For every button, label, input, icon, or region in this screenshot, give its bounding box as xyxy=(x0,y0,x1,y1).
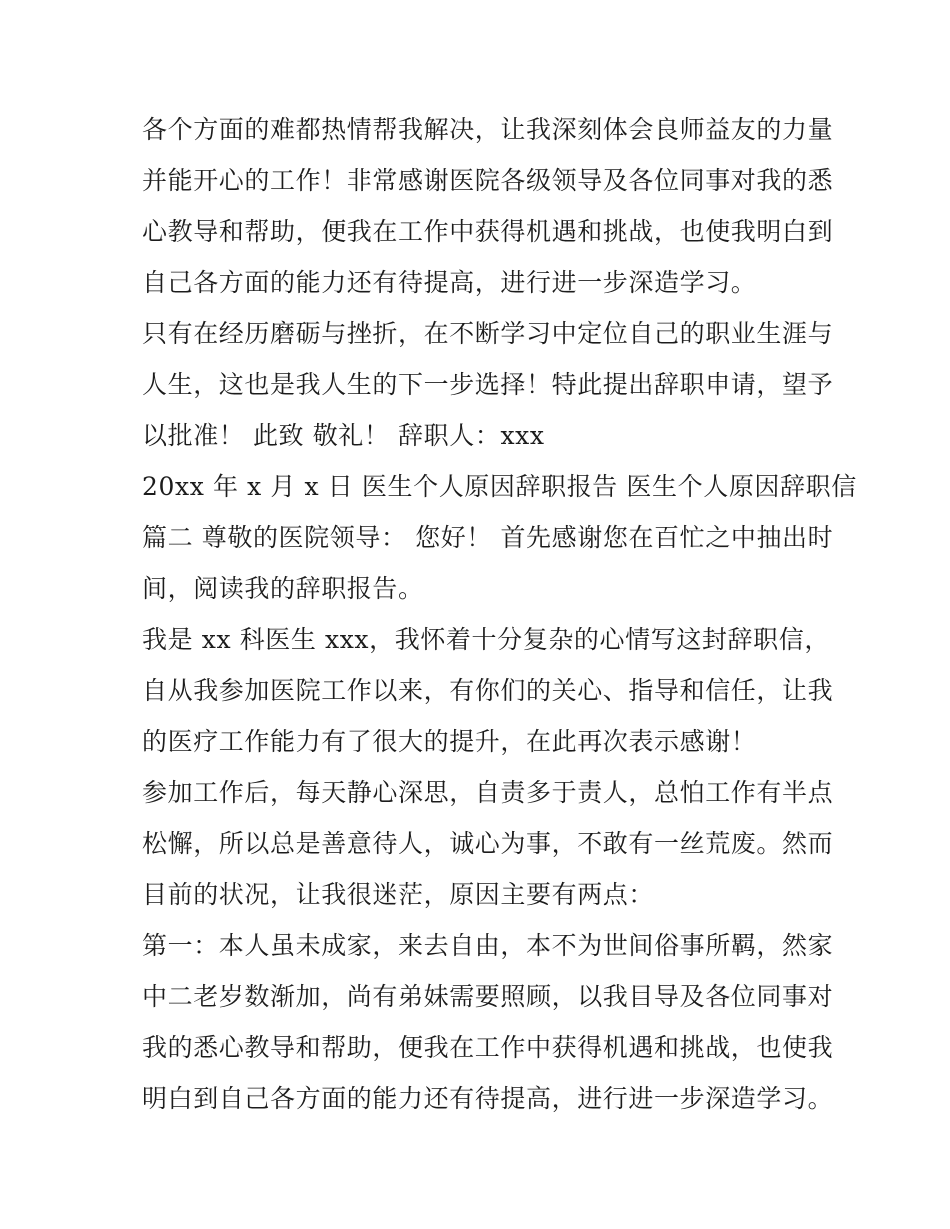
text-line: 自己各方面的能力还有待提高，进行进一步深造学习。 xyxy=(142,268,757,297)
text-line: 各个方面的难都热情帮我解决，让我深刻体会良师益友的力量 xyxy=(142,115,834,144)
text-line: 的医疗工作能力有了很大的提升，在此再次表示感谢！ xyxy=(142,727,757,756)
text-line: 只有在经历磨砺与挫折，在不断学习中定位自己的职业生涯与 xyxy=(142,319,834,348)
text-line: 人生，这也是我人生的下一步选择！特此提出辞职申请，望予 xyxy=(142,370,834,399)
text-line: 我是 xx 科医生 xxx，我怀着十分复杂的心情写这封辞职信， xyxy=(142,625,830,654)
text-line: 松懈，所以总是善意待人，诚心为事，不敢有一丝荒废。然而 xyxy=(142,829,834,858)
text-line: 中二老岁数渐加，尚有弟妹需要照顾，以我目导及各位同事对 xyxy=(142,982,834,1011)
text-line: 第一：本人虽未成家，来去自由，本不为世间俗事所羁，然家 xyxy=(142,931,834,960)
text-line: 我的悉心教导和帮助，便我在工作中获得机遇和挑战，也使我 xyxy=(142,1033,834,1062)
text-line: 以批准！ 此致 敬礼！ 辞职人：xxx xyxy=(142,421,545,450)
text-line: 篇二 尊敬的医院领导： 您好！ 首先感谢您在百忙之中抽出时 xyxy=(142,523,834,552)
text-line: 心教导和帮助，便我在工作中获得机遇和挑战，也使我明白到 xyxy=(142,217,834,246)
text-line: 明白到自己各方面的能力还有待提高，进行进一步深造学习。 xyxy=(142,1084,834,1113)
text-line: 间，阅读我的辞职报告。 xyxy=(142,574,424,603)
text-line: 自从我参加医院工作以来，有你们的关心、指导和信任，让我 xyxy=(142,676,834,705)
text-line: 目前的状况，让我很迷茫，原因主要有两点： xyxy=(142,880,655,909)
text-line: 20xx 年 x 月 x 日 医生个人原因辞职报告 医生个人原因辞职信 xyxy=(142,472,857,501)
body-text xyxy=(142,104,857,1124)
text-line: 参加工作后，每天静心深思，自责多于责人，总怕工作有半点 xyxy=(142,778,834,807)
text-line: 并能开心的工作！非常感谢医院各级领导及各位同事对我的悉 xyxy=(142,166,834,195)
